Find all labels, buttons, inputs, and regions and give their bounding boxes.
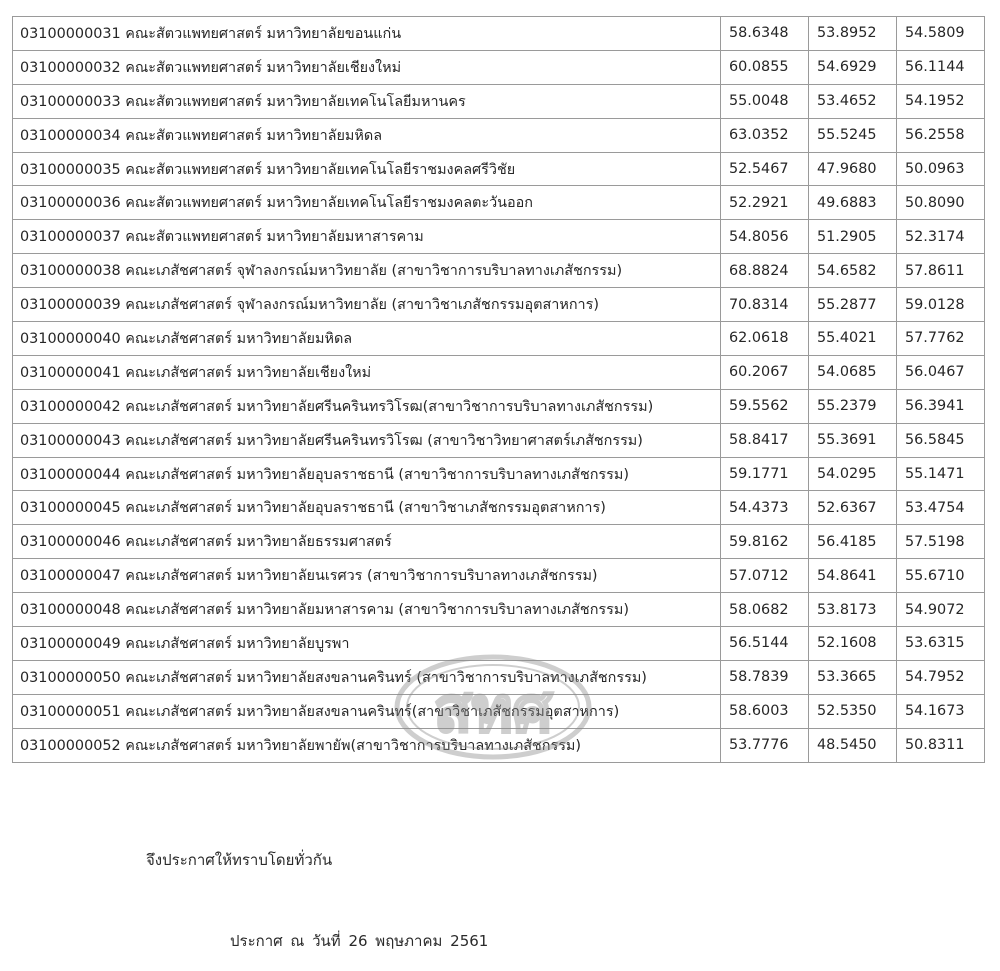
program-name-cell: 03100000035 คณะสัตวแพทยศาสตร์ มหาวิทยาลัยเทคโนโลยีราชมงคลศรีวิชัย — [13, 152, 721, 186]
announcement-date: ประกาศ ณ วันที่ 26 พฤษภาคม 2561 — [230, 932, 489, 950]
program-name-cell: 03100000051 คณะเภสัชศาสตร์ มหาวิทยาลัยสงขลานครินทร์(สาขาวิชาเภสัชกรรมอุตสาหการ) — [13, 694, 721, 728]
score-cell-2: 56.4185 — [809, 525, 897, 559]
table-row — [13, 491, 985, 525]
score-cell-3: 59.0128 — [897, 288, 985, 322]
program-name-cell: 03100000040 คณะเภสัชศาสตร์ มหาวิทยาลัยมหิดล — [13, 322, 721, 356]
score-cell-2: 48.5450 — [809, 728, 897, 762]
score-cell-1: 54.8056 — [721, 220, 809, 254]
score-cell-2: 54.6582 — [809, 254, 897, 288]
table-row — [13, 389, 985, 423]
score-table-body — [13, 17, 985, 763]
score-cell-3: 55.1471 — [897, 457, 985, 491]
score-cell-3: 56.2558 — [897, 118, 985, 152]
score-cell-3: 57.5198 — [897, 525, 985, 559]
table-row — [13, 423, 985, 457]
table-row — [13, 728, 985, 762]
score-cell-3: 50.0963 — [897, 152, 985, 186]
score-cell-1: 52.5467 — [721, 152, 809, 186]
score-cell-2: 55.5245 — [809, 118, 897, 152]
score-cell-3: 54.1952 — [897, 84, 985, 118]
score-cell-2: 49.6883 — [809, 186, 897, 220]
program-name-cell: 03100000044 คณะเภสัชศาสตร์ มหาวิทยาลัยอุบลราชธานี (สาขาวิชาการบริบาลทางเภสัชกรรม) — [13, 457, 721, 491]
program-name-cell: 03100000036 คณะสัตวแพทยศาสตร์ มหาวิทยาลัยเทคโนโลยีราชมงคลตะวันออก — [13, 186, 721, 220]
score-cell-2: 53.4652 — [809, 84, 897, 118]
table-row — [13, 288, 985, 322]
score-cell-2: 52.6367 — [809, 491, 897, 525]
score-cell-3: 54.7952 — [897, 660, 985, 694]
program-name-cell: 03100000049 คณะเภสัชศาสตร์ มหาวิทยาลัยบูรพา — [13, 627, 721, 661]
score-cell-3: 56.3941 — [897, 389, 985, 423]
score-cell-3: 54.1673 — [897, 694, 985, 728]
score-cell-3: 57.8611 — [897, 254, 985, 288]
table-row — [13, 627, 985, 661]
table-row — [13, 694, 985, 728]
score-cell-3: 56.5845 — [897, 423, 985, 457]
score-cell-1: 55.0048 — [721, 84, 809, 118]
program-name-cell: 03100000042 คณะเภสัชศาสตร์ มหาวิทยาลัยศรีนครินทรวิโรฒ(สาขาวิชาการบริบาลทางเภสัชกรรม) — [13, 389, 721, 423]
table-row — [13, 84, 985, 118]
score-cell-3: 55.6710 — [897, 559, 985, 593]
table-row — [13, 220, 985, 254]
score-cell-2: 53.8952 — [809, 17, 897, 51]
table-row — [13, 254, 985, 288]
score-cell-1: 58.6348 — [721, 17, 809, 51]
table-row — [13, 355, 985, 389]
table-row — [13, 525, 985, 559]
program-name-cell: 03100000031 คณะสัตวแพทยศาสตร์ มหาวิทยาลัยขอนแก่น — [13, 17, 721, 51]
score-cell-2: 51.2905 — [809, 220, 897, 254]
score-cell-3: 54.5809 — [897, 17, 985, 51]
score-table — [12, 16, 985, 763]
score-cell-2: 53.3665 — [809, 660, 897, 694]
score-cell-2: 52.5350 — [809, 694, 897, 728]
score-cell-2: 55.4021 — [809, 322, 897, 356]
program-name-cell: 03100000047 คณะเภสัชศาสตร์ มหาวิทยาลัยนเรศวร (สาขาวิชาการบริบาลทางเภสัชกรรม) — [13, 559, 721, 593]
score-cell-3: 56.0467 — [897, 355, 985, 389]
score-cell-2: 55.2379 — [809, 389, 897, 423]
score-cell-1: 60.0855 — [721, 50, 809, 84]
program-name-cell: 03100000045 คณะเภสัชศาสตร์ มหาวิทยาลัยอุบลราชธานี (สาขาวิชาเภสัชกรรมอุตสาหการ) — [13, 491, 721, 525]
program-name-cell: 03100000050 คณะเภสัชศาสตร์ มหาวิทยาลัยสงขลานครินทร์ (สาขาวิชาการบริบาลทางเภสัชกรรม) — [13, 660, 721, 694]
score-cell-3: 53.6315 — [897, 627, 985, 661]
score-cell-3: 57.7762 — [897, 322, 985, 356]
program-name-cell: 03100000038 คณะเภสัชศาสตร์ จุฬาลงกรณ์มหาวิทยาลัย (สาขาวิชาการบริบาลทางเภสัชกรรม) — [13, 254, 721, 288]
score-cell-2: 53.8173 — [809, 593, 897, 627]
table-row — [13, 152, 985, 186]
table-row — [13, 322, 985, 356]
score-cell-1: 59.8162 — [721, 525, 809, 559]
table-row — [13, 186, 985, 220]
score-cell-3: 53.4754 — [897, 491, 985, 525]
score-cell-1: 62.0618 — [721, 322, 809, 356]
score-cell-3: 56.1144 — [897, 50, 985, 84]
score-cell-2: 54.8641 — [809, 559, 897, 593]
score-cell-1: 59.1771 — [721, 457, 809, 491]
score-cell-3: 52.3174 — [897, 220, 985, 254]
table-row — [13, 50, 985, 84]
program-name-cell: 03100000037 คณะสัตวแพทยศาสตร์ มหาวิทยาลัยมหาสารคาม — [13, 220, 721, 254]
table-row — [13, 660, 985, 694]
score-cell-1: 63.0352 — [721, 118, 809, 152]
score-cell-2: 55.3691 — [809, 423, 897, 457]
program-name-cell: 03100000048 คณะเภสัชศาสตร์ มหาวิทยาลัยมหาสารคาม (สาขาวิชาการบริบาลทางเภสัชกรรม) — [13, 593, 721, 627]
program-name-cell: 03100000043 คณะเภสัชศาสตร์ มหาวิทยาลัยศรีนครินทรวิโรฒ (สาขาวิชาวิทยาศาสตร์เภสัชกรรม) — [13, 423, 721, 457]
score-cell-1: 58.8417 — [721, 423, 809, 457]
score-cell-1: 58.0682 — [721, 593, 809, 627]
program-name-cell: 03100000052 คณะเภสัชศาสตร์ มหาวิทยาลัยพายัพ(สาขาวิชาการบริบาลทางเภสัชกรรม) — [13, 728, 721, 762]
score-cell-1: 57.0712 — [721, 559, 809, 593]
program-name-cell: 03100000041 คณะเภสัชศาสตร์ มหาวิทยาลัยเชียงใหม่ — [13, 355, 721, 389]
score-cell-3: 54.9072 — [897, 593, 985, 627]
announcement-text: จึงประกาศให้ทราบโดยทั่วกัน — [146, 851, 333, 869]
score-cell-1: 59.5562 — [721, 389, 809, 423]
table-row — [13, 593, 985, 627]
score-cell-2: 55.2877 — [809, 288, 897, 322]
score-cell-1: 53.7776 — [721, 728, 809, 762]
score-cell-3: 50.8311 — [897, 728, 985, 762]
program-name-cell: 03100000046 คณะเภสัชศาสตร์ มหาวิทยาลัยธรรมศาสตร์ — [13, 525, 721, 559]
score-table-container — [12, 16, 984, 763]
score-cell-2: 52.1608 — [809, 627, 897, 661]
score-cell-2: 47.9680 — [809, 152, 897, 186]
score-cell-1: 56.5144 — [721, 627, 809, 661]
score-cell-2: 54.0685 — [809, 355, 897, 389]
program-name-cell: 03100000039 คณะเภสัชศาสตร์ จุฬาลงกรณ์มหาวิทยาลัย (สาขาวิชาเภสัชกรรมอุตสาหการ) — [13, 288, 721, 322]
program-name-cell: 03100000034 คณะสัตวแพทยศาสตร์ มหาวิทยาลัยมหิดล — [13, 118, 721, 152]
score-cell-1: 52.2921 — [721, 186, 809, 220]
program-name-cell: 03100000033 คณะสัตวแพทยศาสตร์ มหาวิทยาลัยเทคโนโลยีมหานคร — [13, 84, 721, 118]
score-cell-1: 60.2067 — [721, 355, 809, 389]
score-cell-3: 50.8090 — [897, 186, 985, 220]
table-row — [13, 118, 985, 152]
score-cell-2: 54.0295 — [809, 457, 897, 491]
score-cell-1: 54.4373 — [721, 491, 809, 525]
score-cell-1: 68.8824 — [721, 254, 809, 288]
program-name-cell: 03100000032 คณะสัตวแพทยศาสตร์ มหาวิทยาลัยเชียงใหม่ — [13, 50, 721, 84]
table-row — [13, 457, 985, 491]
score-cell-2: 54.6929 — [809, 50, 897, 84]
score-cell-1: 58.7839 — [721, 660, 809, 694]
table-row — [13, 559, 985, 593]
score-cell-1: 70.8314 — [721, 288, 809, 322]
stamp-lettering: สทศ — [433, 673, 553, 746]
table-row — [13, 17, 985, 51]
score-cell-1: 58.6003 — [721, 694, 809, 728]
